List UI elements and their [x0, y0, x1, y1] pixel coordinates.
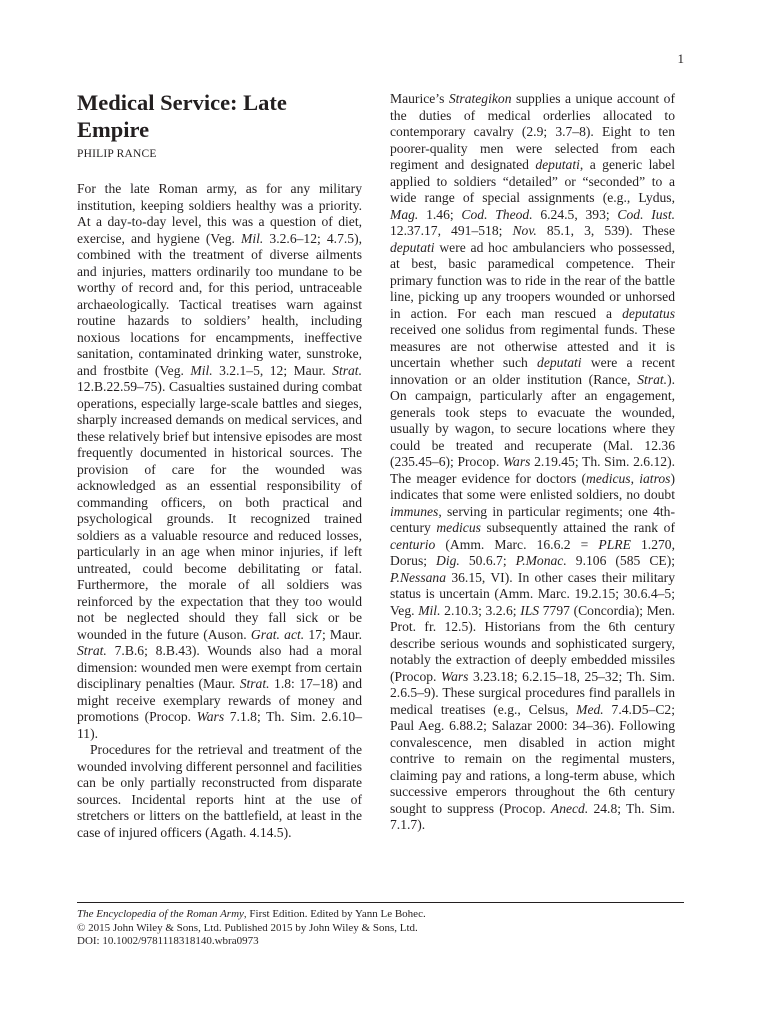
right-column — [390, 89, 675, 834]
page-footer — [77, 902, 684, 949]
article-author: PHILIP RANCE — [77, 148, 157, 160]
article-title: Medical Service: Late Empire — [77, 90, 287, 142]
page-number: 1 — [677, 51, 684, 66]
paragraph: For the late Roman army, as for any military institution, keeping soldiers healthy was a priority. At a day-to-day level, this was a question of diet, exercise, and hygiene (Veg. Mil. 3.2.6–12; 4.7.5), combined with the treatment of diverse ailments and injuries, matters ordinarily too mundane to be worthy of record and, for this period, untraceable archaeologically. Tactical treatises warn against routine hazards to soldiers’ health, including noxious locations for encampments, ineffective sanitation, contaminated drinking water, sunstroke, and frostbite (Veg. Mil. 3.2.1–5, 12; Maur. Strat. 12.B.22.59–75). Casualties sustained during combat operations, especially large-scale battles and sieges, sharply increased demands on medical services, and these relatively brief but intensive episodes are most frequently documented in historical sources. The provision of care for the wounded was acknowledged as an essential responsibility of commanding officers, on both practical and psychological grounds. It recognized trained soldiers as a valuable resource and reduced losses, particularly in an age when minor injuries, if left untreated, could become debilitating or fatal. Furthermore, the morale of all soldiers was reinforced by the expectation that they too would not be neglected should they fall sick or be wounded in the future (Auson. Grat. act. 17; Maur. Strat. 7.B.6; 8.B.43). Wounds also had a moral dimension: wounded men were exempt from certain disciplinary penalties (Maur. Strat. 1.8: 17–18) and might receive exemplary rewards of money and promotions (Procop. Wars 7.1.8; Th. Sim. 2.6.10–11). — [77, 181, 363, 741]
footer-citation: The Encyclopedia of the Roman Army, First Edition. Edited by Yann Le Bohec. — [77, 908, 426, 920]
right-body-text — [390, 91, 675, 834]
left-column — [77, 89, 362, 841]
left-body-text — [77, 181, 362, 841]
footer-doi: DOI: 10.1002/9781118318140.wbra0973 — [77, 935, 259, 947]
paragraph: Procedures for the retrieval and treatment of the wounded involving different personnel and facilities can be only partially reconstructed from disparate sources. Incidental reports hint at the use of stretchers or litters on the battlefield, at least in the case of injured officers (Agath. 4.14.5). — [77, 742, 362, 840]
paragraph: Maurice’s Strategikon supplies a unique account of the duties of medical orderlies allocated to contemporary cavalry (2.9; 3.7–8). Eight to ten poorer-quality men were selected from each regiment and designated deputati, a generic label applied to soldiers “detailed” or “seconded” to a wide range of special assignments (e.g., Lydus, Mag. 1.46; Cod. Theod. 6.24.5, 393; Cod. Iust. 12.37.17, 491–518; Nov. 85.1, 3, 539). These deputati were ad hoc ambulanciers who possessed, at best, basic paramedical competence. Their primary function was to ride in the rear of the battle line, picking up any troopers wounded or unhorsed in action. For each man rescued a deputatus received one solidus from regimental funds. These measures are not otherwise attested and it is uncertain whether such deputati were a recent innovation or an older institution (Rance, Strat.). On campaign, particularly after an engagement, generals took steps to evacuate the wounded, usually by wagon, to secure locations where they could be treated and recuperate (Mal. 12.36 (235.45–6); Procop. Wars 2.19.45; Th. Sim. 2.6.12). The meager evidence for doctors (medicus, iatros) indicates that some were enlisted soldiers, no doubt immunes, serving in particular regiments; one 4th-century medicus subsequently attained the rank of centurio (Amm. Marc. 16.6.2 = PLRE 1.270, Dorus; Dig. 50.6.7; P.Monac. 9.106 (585 CE); P.Nessana 36.15, VI). In other cases their military status is uncertain (Amm. Marc. 19.2.15; 30.6.4–5; Veg. Mil. 2.10.3; 3.2.6; ILS 7797 (Concordia); Men. Prot. fr. 12.5). Historians from the 6th century describe serious wounds and sophisticated surgery, notably the extraction of deeply embedded missiles (Procop. Wars 3.23.18; 6.2.15–18, 25–32; Th. Sim. 2.6.5–9). These surgical procedures find parallels in medical treatises (e.g., Celsus, Med. 7.4.D5–C2; Paul Aeg. 6.88.2; Salazar 2000: 34–36). Following convalescence, men disabled in action might contrive to remain on the regimental musters, claiming pay and rations, a long-term abuse, which successive emperors throughout the 6th century sought to suppress (Procop. Anecd. 24.8; Th. Sim. 7.1.7). — [390, 91, 676, 832]
footer-copyright: © 2015 John Wiley & Sons, Ltd. Published 2015 by John Wiley & Sons, Ltd. — [77, 921, 418, 934]
